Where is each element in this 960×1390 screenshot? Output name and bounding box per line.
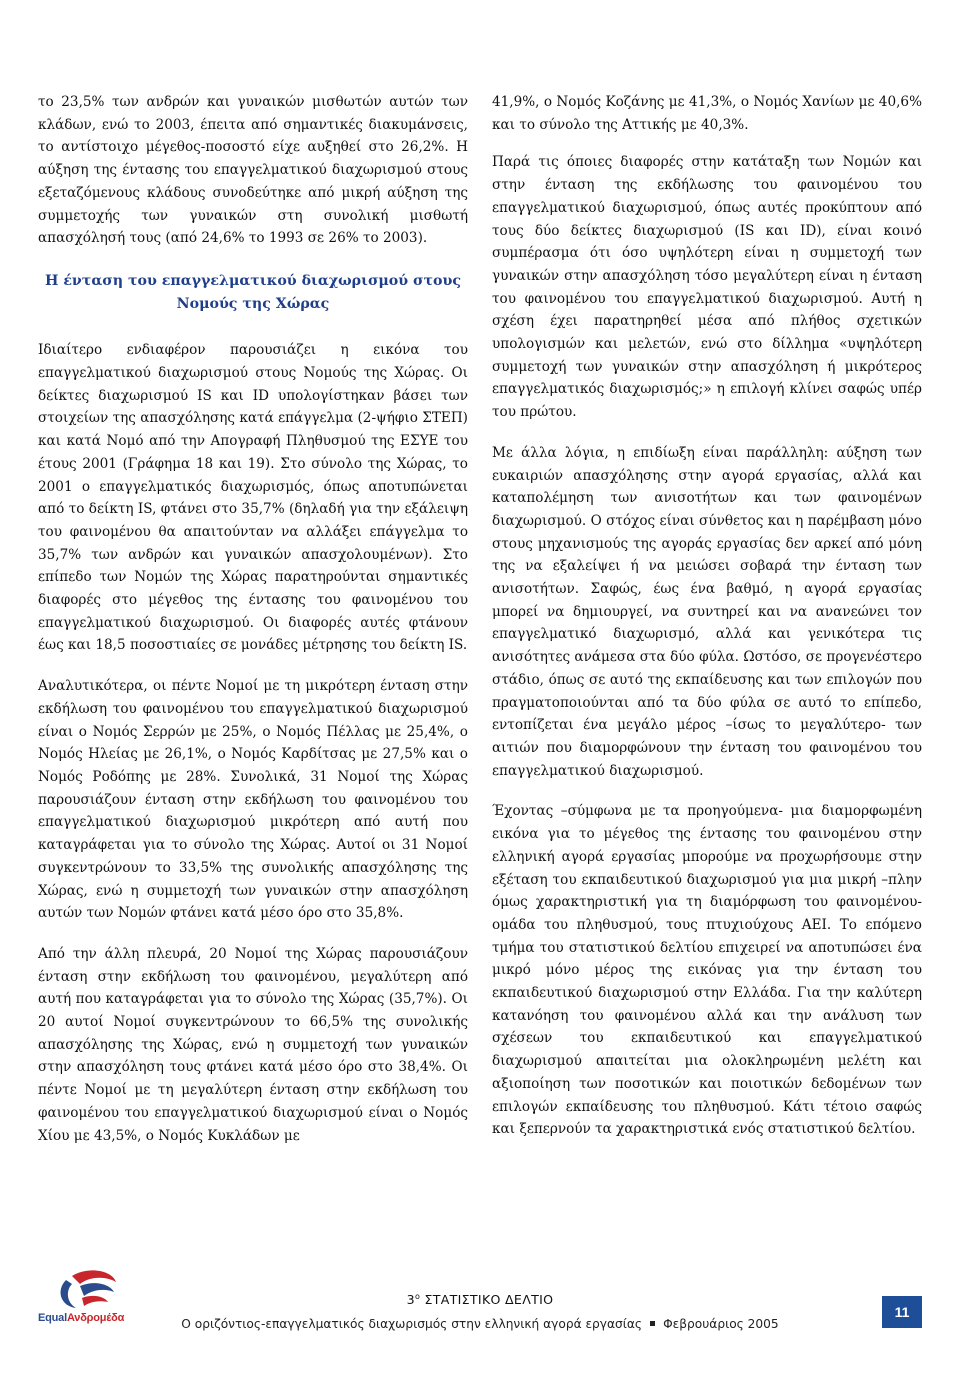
logo-text-andromeda: Ανδρομέδα [66, 1312, 125, 1324]
bulletin-ordinal: ο [415, 1292, 421, 1301]
logo-text [38, 1312, 124, 1324]
left-column [38, 91, 468, 1165]
paragraph: Παρά τις όποιες διαφορές στην κατάταξη των Νομών και στην ένταση της εκδήλωσης του φαινομένου του επαγγελματικού διαχωρισμού, όπως αυτές προκύπτουν από τους δύο δείκτες διαχωρισμού (IS και ID), είναι κοινό συμπέρασμα ότι όσο υψηλότερη είναι η συμμετοχή των γυναικών στην απασχόληση τόσο μεγαλύτερη είναι η ένταση του φαινομένου του επαγγελματικού διαχωρισμού. Αυτή η σχέση έχει παρατηρηθεί μέσα από πλήθος σχετικών υπολογισμών και μελετών, ενώ στο δίλλημα «υψηλότερη συμμετοχή των γυναικών στην απασχόληση ή μικρότερος επαγγελματικός διαχωρισμός;» η επιλογή κλίνει σαφώς υπέρ του πρώτου. [492, 154, 922, 421]
section-heading-line: Νομούς της Χώρας [176, 295, 330, 312]
paragraph: Με άλλα λόγια, η επιδίωξη είναι παράλληλη: αύξηση των ευκαιριών απασχόλησης στην αγορά εργασίας, αλλά και καταπολέμηση των ανισοτήτων και των φαινομένων διαχωρισμού. Ο στόχος είναι σύνθετος και η παρέμβαση μόνο στους μηχανισμούς της αγοράς εργασίας δεν αρκεί από μόνη της να εξαλείψει ή να μειώσει σοβαρά την ένταση των ανισοτήτων. Σαφώς, έως ένα βαθμό, η αγορά εργασίας μπορεί να δημιουργεί, να συντηρεί και να ανανεώνει τον επαγγελματικό διαχωρισμό, αλλά και γενικότερα τις ανισότητες ανάμεσα στα δύο φύλα. Ωστόσο, σε προγενέστερο στάδιο, όπως σε αυτό της εκπαίδευσης και των επιλογών που πραγματοποιούνται από τα δύο φύλα σε αυτό το επίπεδο, εντοπίζεται ένα μεγάλο μέρος –ίσως το μεγαλύτερο- των αιτιών που διαμορφώνουν την ένταση του φαινομένου του επαγγελματικού διαχωρισμού. [492, 444, 922, 779]
bulletin-subtitle [150, 1317, 810, 1331]
separator-square-icon [650, 1321, 655, 1326]
right-column [492, 91, 922, 1159]
subtitle-text: Ο οριζόντιος-επαγγελματικός διαχωρισμός στην ελληνική αγορά εργασίας [181, 1317, 643, 1331]
paragraph: Ιδιαίτερο ενδιαφέρον παρουσιάζει η εικόνα του επαγγελματικού διαχωρισμού στους Νομούς της Χώρας. Οι δείκτες διαχωρισμού IS και ID υπολογίστηκαν βάσει των στοιχείων της απασχόλησης κατά επάγγελμα (2-ψήφιο ΣΤΕΠ) και κατά Νομό από την Απογραφή Πληθυσμού της ΕΣΥΕ του έτους 2001 (Γράφημα 18 και 19). Στο σύνολο της Χώρας, το 2001 ο επαγγελματικός διαχωρισμός, όπως αποτυπώνεται από το δείκτη IS, φτάνει στο 35,7% (δηλαδή για την εξάλειψη του φαινομένου θα απαιτούνταν να αλλάξει επάγγελμα το 35,7% των ανδρών και γυναικών απασχολουμένων). Στο επίπεδο των Νομών της Χώρας παρατηρούνται σημαντικές διαφορές στο μέγεθος της έντασης του φαινομένου του επαγγελματικού διαχωρισμού. Οι διαφορές αυτές φτάνουν έως και 18,5 ποσοστιαίες σε μονάδες μέτρησης του δείκτη IS. [38, 342, 468, 654]
section-heading-line: Η ένταση του επαγγελματικού διαχωρισμού στους [44, 272, 462, 289]
bulletin-title [360, 1292, 600, 1307]
paragraph: 41,9%, ο Νομός Κοζάνης με 41,3%, ο Νομός Χανίων με 40,6% και το σύνολο της Αττικής με 40,3%. [492, 94, 922, 133]
publication-date: Φεβρουάριος 2005 [663, 1317, 779, 1331]
section-heading [38, 270, 468, 315]
paragraph: το 23,5% των ανδρών και γυναικών μισθωτών αυτών των κλάδων, ενώ το 2003, έπειτα από σημαντικές διακυμάνσεις, το αντίστοιχο μέγεθος-ποσοστό είχε αυξηθεί στο 26,2%. Η αύξηση της έντασης του επαγγελματικού διαχωρισμού στους εξεταζόμενους κλάδους συνοδεύτηκε από μικρή αύξηση της συμμετοχής των γυναικών στη συνολική μισθωτή απασχόλησή τους (από 24,6% το 1993 σε 26% το 2003). [38, 94, 468, 247]
paragraph: Έχοντας –σύμφωνα με τα προηγούμενα- μια διαμορφωμένη εικόνα για το μέγεθος της έντασης του φαινομένου στην ελληνική αγορά εργασίας μπορούμε να προχωρήσουμε στην εξέταση του εκπαιδευτικού διαχωρισμού για μια μικρή –πλην όμως χαρακτηριστική για τη διαμόρφωση του φαινομένου- ομάδα του πληθυσμού, τους πτυχιούχους ΑΕΙ. Το επόμενο τμήμα του στατιστικού δελτίου επιχειρεί να αποτυπώσει ένα μικρό μόνο μέρος της εικόνας για την ένταση του εκπαιδευτικού διαχωρισμού στην Ελλάδα. Για την καλύτερη κατανόηση του φαινομένου αλλά και την ανάλυση των σχέσεων του εκπαιδευτικού και επαγγελματικού διαχωρισμού απαιτείται μια ολοκληρωμένη μελέτη και αξιοποίηση των ποσοτικών και ποιοτικών δεδομένων των επιλογών εκπαίδευσης του πληθυσμού. Κάτι τέτοιο σαφώς και ξεπερνούν τα χαρακτηριστικά ενός στατιστικού δελτίου. [492, 803, 922, 1138]
page-number: 11 [882, 1296, 922, 1328]
paragraph: Από την άλλη πλευρά, 20 Νομοί της Χώρας παρουσιάζουν ένταση στην εκδήλωση του φαινομένου, μεγαλύτερη από αυτή που καταγράφεται για το σύνολο της Χώρας (35,7%). Οι 20 αυτοί Νομοί συγκεντρώνουν το 66,5% της συνολικής απασχόλησης της Χώρας, ενώ η συμμετοχή των γυναικών στην απασχόληση τους φτάνει κατά μέσο όρο στο 38,4%. Οι πέντε Νομοί με τη μεγαλύτερη ένταση στην εκδήλωση του φαινομένου του επαγγελματικού διαχωρισμού είναι ο Νομός Χίου με 43,5%, ο Νομός Κυκλάδων με [38, 945, 468, 1144]
bulletin-number: 3 [406, 1292, 415, 1308]
bulletin-title-text: ΣΤΑΤΙΣΤΙΚΟ ΔΕΛΤΙΟ [420, 1292, 554, 1308]
paragraph: Αναλυτικότερα, οι πέντε Νομοί με τη μικρότερη ένταση στην εκδήλωση του φαινομένου του επαγγελματικού διαχωρισμού είναι ο Νομός Σερρών με 25%, ο Νομός Πέλλας με 25,4%, ο Νομός Ηλείας με 26,1%, ο Νομός Καρδίτσας με 27,5% και ο Νομός Ροδόπης με 28%. Συνολικά, 31 Νομοί της Χώρας παρουσιάζουν ένταση στην εκδήλωση του φαινομένου του επαγγελματικού διαχωρισμού μικρότερη από αυτή που καταγράφεται για το σύνολο της Χώρας. Αυτοί οι 31 Νομοί συγκεντρώνουν το 33,5% της συνολικής απασχόλησης της Χώρας, ενώ η συμμετοχή των γυναικών στην απασχόληση αυτών των Νομών φτάνει κατά μέσο όρο στο 35,8%. [38, 678, 468, 922]
logo-text-equal: Equal [38, 1312, 67, 1324]
